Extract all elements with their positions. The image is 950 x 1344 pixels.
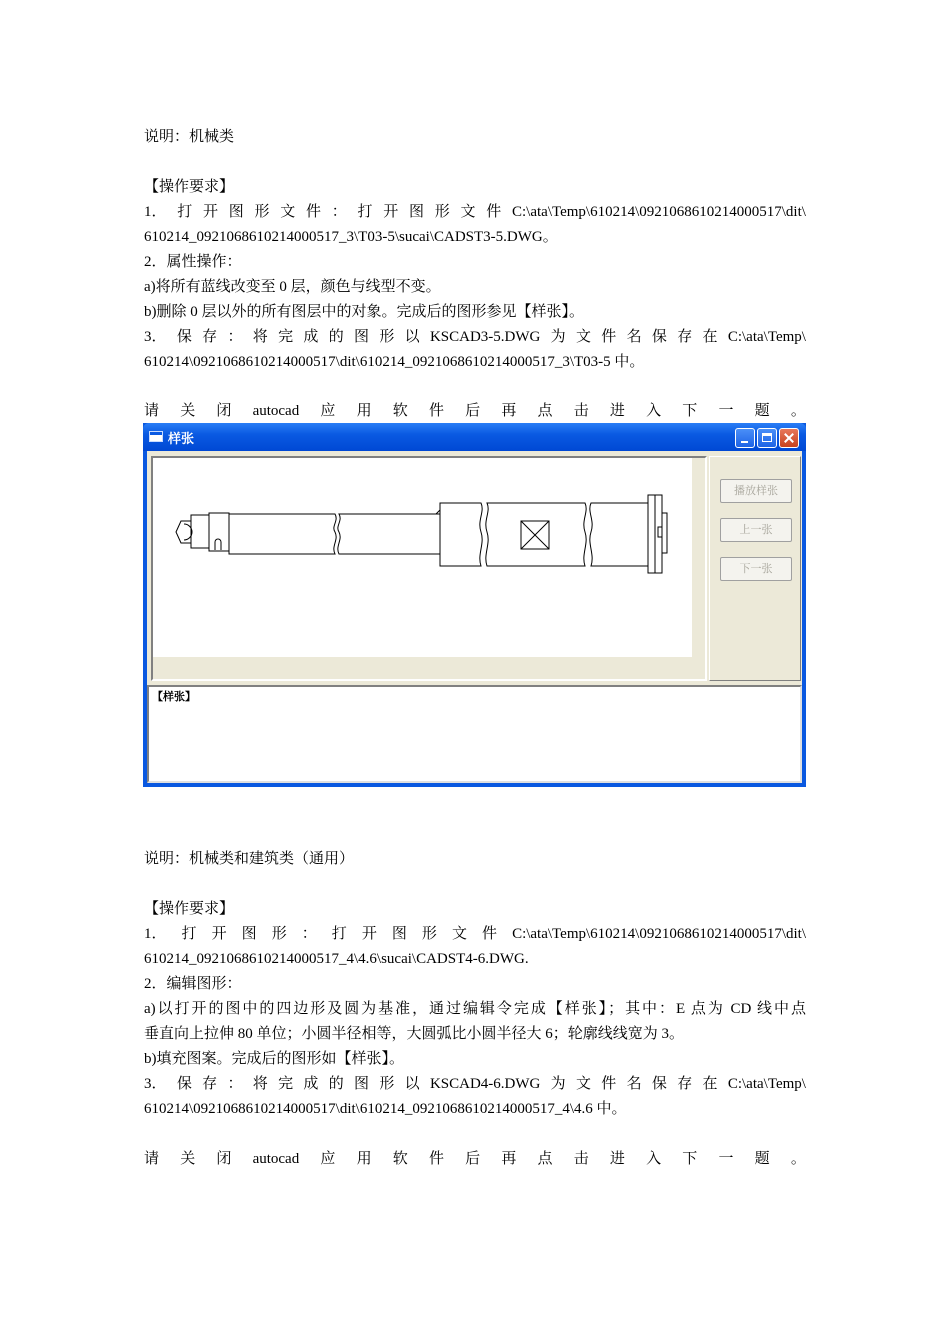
text-token: 名 bbox=[626, 1076, 642, 1092]
text-token: 3． bbox=[144, 329, 167, 345]
section1-item2b: b)删除 0 层以外的所有图层中的对象。完成后的图形参见【样张】。 bbox=[144, 304, 584, 320]
text-token: 开 bbox=[383, 204, 399, 220]
text-token: 图 bbox=[391, 926, 407, 942]
shaft-segment-1 bbox=[229, 514, 336, 554]
shaft-flange-slot bbox=[658, 527, 662, 537]
canvas-horizontal-scrollbar[interactable] bbox=[153, 657, 705, 679]
shaft-nut-left bbox=[176, 521, 191, 543]
text-token: 为 bbox=[550, 1076, 566, 1092]
text-token: C:\ata\Temp\610214\0921068610214000517\dit\ bbox=[512, 926, 806, 942]
text-token: 再 bbox=[501, 403, 517, 419]
text-token: 完 bbox=[278, 329, 294, 345]
text-token: 打 bbox=[177, 204, 193, 220]
text-token: 成 bbox=[303, 329, 319, 345]
section1-item2: 2．属性操作： bbox=[144, 254, 242, 270]
sample-window bbox=[143, 423, 806, 787]
text-token: 件 bbox=[428, 1151, 444, 1167]
window-icon bbox=[149, 431, 163, 442]
shaft-segment-2 bbox=[338, 514, 440, 554]
text-token: ： bbox=[301, 926, 317, 942]
shaft-chamfer bbox=[436, 510, 440, 514]
section2-item3-line2: 610214\0921068610214000517\dit\610214_0921068610214000517_4\4.6 中。 bbox=[144, 1101, 627, 1117]
text-token: 后 bbox=[465, 403, 481, 419]
text-token: 保 bbox=[651, 329, 667, 345]
text-token: 为 bbox=[550, 329, 566, 345]
text-token: 入 bbox=[646, 403, 662, 419]
text-token: ： bbox=[227, 1076, 243, 1092]
note-textarea[interactable] bbox=[147, 685, 802, 783]
text-token: 开 bbox=[361, 926, 377, 942]
window-title: 样张 bbox=[168, 432, 195, 447]
text-token: 名 bbox=[626, 329, 642, 345]
text-token: 图 bbox=[354, 1076, 370, 1092]
text-token: 再 bbox=[501, 1151, 517, 1167]
section2-requirements-title: 【操作要求】 bbox=[144, 901, 235, 917]
text-token: 关 bbox=[180, 403, 196, 419]
text-token: 3． bbox=[144, 1076, 167, 1092]
text-token: 点 bbox=[537, 403, 553, 419]
text-token: 形 bbox=[379, 1076, 395, 1092]
text-token: 文 bbox=[575, 1076, 591, 1092]
shaft-body-1 bbox=[440, 503, 482, 566]
canvas-vertical-scrollbar[interactable] bbox=[692, 458, 705, 679]
text-token: 的 bbox=[328, 329, 344, 345]
section2-item2a-line1: a)以打开的图中的四边形及圆为基准，通过编辑令完成【样张】；其中：E 点为 CD 线中点 bbox=[144, 1001, 806, 1017]
shaft-drawing bbox=[153, 458, 694, 658]
text-token: 形 bbox=[434, 204, 450, 220]
text-token: 。 bbox=[790, 403, 806, 419]
window-titlebar[interactable] bbox=[143, 423, 806, 451]
text-token: 存 bbox=[202, 329, 218, 345]
text-token: 闭 bbox=[216, 403, 232, 419]
section2-item1-line2: 610214_0921068610214000517_4\4.6\sucai\CADST4-6.DWG. bbox=[144, 951, 529, 967]
text-token: 件 bbox=[428, 403, 444, 419]
maximize-icon[interactable] bbox=[757, 428, 777, 448]
text-token: 保 bbox=[176, 329, 192, 345]
text-token: autocad bbox=[252, 1151, 300, 1167]
shaft-step bbox=[209, 513, 229, 551]
text-token: 打 bbox=[181, 926, 197, 942]
text-token: 请 bbox=[144, 1151, 160, 1167]
text-token: 开 bbox=[211, 926, 227, 942]
section1-item1-line2: 610214_0921068610214000517_3\T03-5\sucai\CADST3-5.DWG。 bbox=[144, 229, 558, 245]
text-token: 1． bbox=[144, 204, 167, 220]
section1-heading: 说明：机械类 bbox=[144, 129, 235, 145]
text-token: 进 bbox=[609, 1151, 625, 1167]
text-token: 下 bbox=[682, 1151, 698, 1167]
section2-close-note bbox=[144, 1147, 806, 1172]
text-token: 图 bbox=[354, 329, 370, 345]
text-token: 文 bbox=[460, 204, 476, 220]
text-token: ： bbox=[227, 329, 243, 345]
play-sample-button[interactable]: 播放样张 bbox=[720, 479, 792, 503]
text-token: 存 bbox=[677, 1076, 693, 1092]
minimize-icon[interactable] bbox=[735, 428, 755, 448]
text-token: 形 bbox=[254, 204, 270, 220]
text-token: 成 bbox=[303, 1076, 319, 1092]
text-token: 用 bbox=[356, 403, 372, 419]
text-token: 以 bbox=[404, 1076, 420, 1092]
text-token: 形 bbox=[379, 329, 395, 345]
text-token: 请 bbox=[144, 403, 160, 419]
text-token: 图 bbox=[241, 926, 257, 942]
text-token: ： bbox=[331, 204, 347, 220]
text-token: 打 bbox=[331, 926, 347, 942]
text-token: 开 bbox=[203, 204, 219, 220]
text-token: 击 bbox=[573, 1151, 589, 1167]
drawing-canvas bbox=[151, 456, 707, 681]
text-token: 图 bbox=[228, 204, 244, 220]
previous-button[interactable]: 上一张 bbox=[720, 518, 792, 542]
text-token: 闭 bbox=[216, 1151, 232, 1167]
section1-item3-line1 bbox=[144, 325, 806, 350]
shaft-body-3 bbox=[590, 503, 648, 566]
section1-close-note bbox=[144, 399, 806, 424]
text-token: 件 bbox=[306, 204, 322, 220]
section2-heading: 说明：机械类和建筑类（通用） bbox=[144, 851, 355, 867]
section1-requirements-title: 【操作要求】 bbox=[144, 179, 235, 195]
close-icon[interactable] bbox=[779, 428, 799, 448]
text-token: C:\ata\Temp\ bbox=[727, 329, 806, 345]
text-token: 保 bbox=[651, 1076, 667, 1092]
text-token: 的 bbox=[328, 1076, 344, 1092]
text-token: C:\ata\Temp\610214\0921068610214000517\dit\ bbox=[512, 204, 806, 220]
section2-item3-line1 bbox=[144, 1072, 806, 1097]
text-token: 以 bbox=[404, 329, 420, 345]
text-token: 形 bbox=[271, 926, 287, 942]
section1-item1-line1 bbox=[144, 200, 806, 225]
text-token: 用 bbox=[356, 1151, 372, 1167]
text-token: 文 bbox=[280, 204, 296, 220]
text-token: autocad bbox=[252, 403, 300, 419]
text-token: 点 bbox=[537, 1151, 553, 1167]
section1-item2a: a)将所有蓝线改变至 0 层，颜色与线型不变。 bbox=[144, 279, 441, 295]
section2-item2a-line2: 垂直向上拉伸 80 单位；小圆半径相等，大圆弧比小圆半径大 6；轮廓线线宽为 3。 bbox=[144, 1026, 685, 1042]
text-token: KSCAD4-6.DWG bbox=[429, 1076, 541, 1092]
note-text: 【样张】 bbox=[152, 690, 196, 703]
text-token: 件 bbox=[486, 204, 502, 220]
text-token: 题 bbox=[754, 403, 770, 419]
shaft-flange-lip bbox=[662, 513, 667, 553]
text-token: 完 bbox=[278, 1076, 294, 1092]
next-button[interactable]: 下一张 bbox=[720, 557, 792, 581]
button-panel bbox=[709, 456, 801, 681]
text-token: 后 bbox=[465, 1151, 481, 1167]
section1-item3-line2: 610214\0921068610214000517\dit\610214_0921068610214000517_3\T03-5 中。 bbox=[144, 354, 645, 370]
text-token: 保 bbox=[176, 1076, 192, 1092]
text-token: 应 bbox=[320, 403, 336, 419]
text-token: 1． bbox=[144, 926, 167, 942]
text-token: 在 bbox=[702, 329, 718, 345]
text-token: 件 bbox=[601, 329, 617, 345]
text-token: 件 bbox=[601, 1076, 617, 1092]
section2-item1-line1 bbox=[144, 922, 806, 947]
text-token: 图 bbox=[409, 204, 425, 220]
text-token: 。 bbox=[790, 1151, 806, 1167]
text-token: 应 bbox=[320, 1151, 336, 1167]
text-token: 将 bbox=[252, 329, 268, 345]
text-token: 题 bbox=[754, 1151, 770, 1167]
window-client bbox=[147, 451, 802, 783]
text-token: KSCAD3-5.DWG bbox=[429, 329, 541, 345]
shaft-keyway bbox=[215, 539, 221, 550]
text-token: 文 bbox=[575, 329, 591, 345]
text-token: 入 bbox=[646, 1151, 662, 1167]
text-token: 击 bbox=[573, 403, 589, 419]
section2-item2: 2．编辑图形： bbox=[144, 976, 242, 992]
section2-item2b: b)填充图案。完成后的图形如【样张】。 bbox=[144, 1051, 404, 1067]
text-token: 将 bbox=[252, 1076, 268, 1092]
text-token: 存 bbox=[202, 1076, 218, 1092]
text-token: 一 bbox=[718, 403, 734, 419]
text-token: 在 bbox=[702, 1076, 718, 1092]
text-token: 下 bbox=[682, 403, 698, 419]
text-token: 件 bbox=[482, 926, 498, 942]
text-token: 一 bbox=[718, 1151, 734, 1167]
text-token: 打 bbox=[357, 204, 373, 220]
text-token: C:\ata\Temp\ bbox=[727, 1076, 806, 1092]
shaft-collar bbox=[191, 515, 209, 548]
text-token: 形 bbox=[421, 926, 437, 942]
text-token: 软 bbox=[392, 403, 408, 419]
text-token: 文 bbox=[451, 926, 467, 942]
text-token: 进 bbox=[609, 403, 625, 419]
text-token: 存 bbox=[677, 329, 693, 345]
text-token: 关 bbox=[180, 1151, 196, 1167]
text-token: 软 bbox=[392, 1151, 408, 1167]
